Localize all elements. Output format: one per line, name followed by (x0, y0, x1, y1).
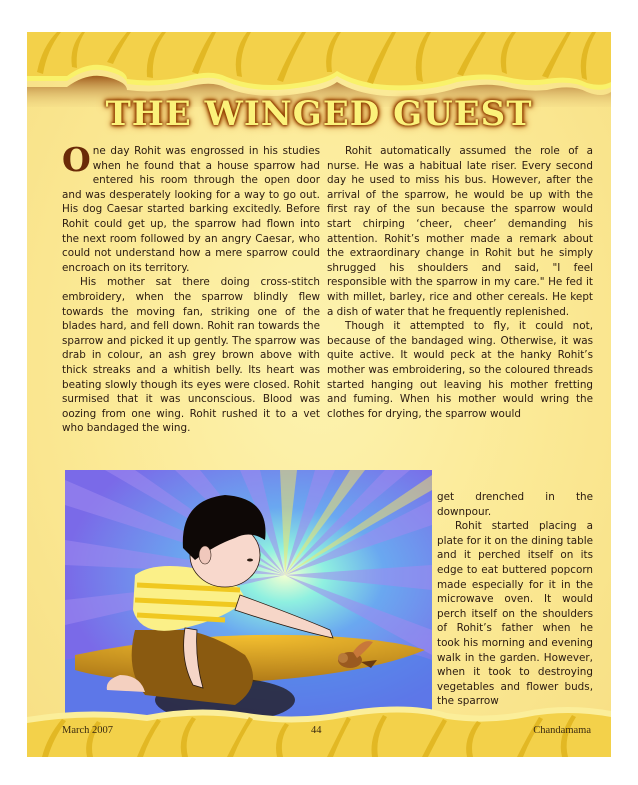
paragraph (62, 140, 320, 275)
footer-page-number: 44 (311, 725, 322, 736)
story-illustration (65, 470, 432, 720)
magazine-page (27, 32, 611, 757)
paragraph-continued: get drenched in the downpour. (437, 491, 593, 518)
article-title: THE WINGED GUEST (105, 94, 533, 134)
right-column-continued (437, 490, 593, 709)
paragraph: Though it attempted to fly, it could not, because of the bandaged wing. Otherwise, it was quite active. It would peck at the hanky Rohit’s mother was embroidering, so the coloured threads started hanging out leaving his mother fretting and fuming. When his mother would wring the clothes for drying, the sparrow would (327, 320, 593, 420)
right-column (327, 144, 593, 421)
paragraph: Rohit started placing a plate for it on the dining table and it perched itself on its edge to eat buttered popcorn made especially for it in the microwave oven. It would perch itself on the shoulders of Rohit’s father when he took his morning and evening walk in the garden. However, when it took to destroying vegetables and flower buds, the sparrow (437, 520, 593, 708)
footer-date: March 2007 (62, 725, 114, 736)
left-column (62, 140, 320, 436)
drop-cap: O (62, 140, 91, 179)
paragraph: His mother sat there doing cross-stitch embroidery, when the sparrow blindly flew towards the moving fan, striking one of the blades hard, and fell down. Rohit ran towards the sparrow and picked it up gently. The sparrow was drab in colour, an ash grey brown above with thick streaks and a whitish belly. Its heart was beating slowly though its eyes were closed. Rohit surmised that it was unconscious. Blood was oozing from one wing. Rohit rushed it to a vet who bandaged the wing. (62, 276, 320, 435)
paragraph-text: ne day Rohit was engrossed in his studies when he found that a house sparrow had entered his room through the open door and was desperately looking for a way to go out. His dog Caesar started barking excitedly. Before Rohit could get up, the sparrow had flown into the next room followed by an angry Caesar, who could not understand how a mere sparrow could encroach on its territory. (62, 145, 320, 274)
paragraph: Rohit automatically assumed the role of a nurse. He was a habitual late riser. Every second day he used to miss his bus. However, after the arrival of the sparrow, he would be up with the first ray of the sun because the sparrow would start chirping ‘cheer, cheer’ demanding his attention. Rohit’s mother made a remark about the extraordinary change in Rohit but he simply shrugged his shoulders and said, "I feel responsible with the sparrow in my care." He fed it with millet, barley, rice and other cereals. He kept a dish of water that he frequently replenished. (327, 145, 593, 318)
footer-publication: Chandamama (533, 725, 591, 736)
